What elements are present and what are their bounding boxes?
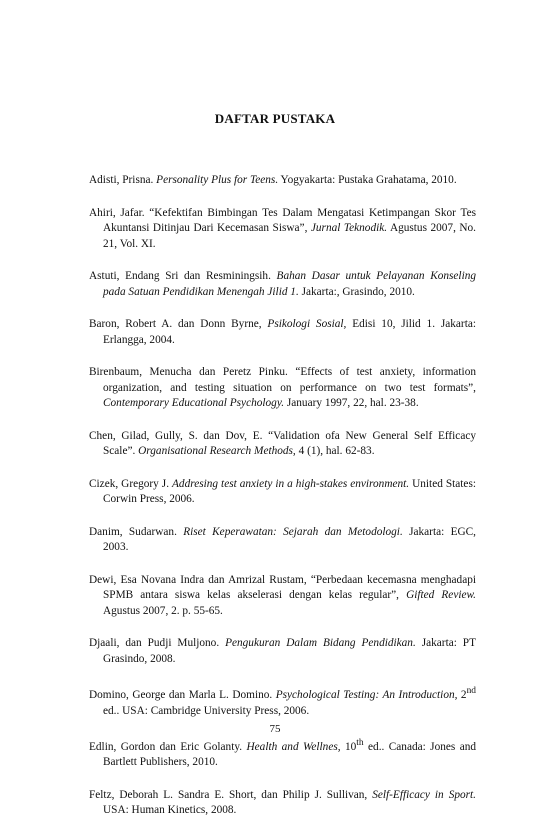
reference-entry: Chen, Gilad, Gully, S. dan Dov, E. “Validation ofa New General Self Efficacy Scale”. Organisational Research Methods, 4 (1), hal. 62-83. <box>89 429 476 458</box>
reference-entry: Ahiri, Jafar. “Kefektifan Bimbingan Tes Dalam Mengatasi Ketimpangan Skor Tes Akuntansi Ditinjau Dari Kecemasan Siswa”, Jurnal Teknodik. Agustus 2007, No. 21, Vol. XI. <box>89 206 477 250</box>
reference-entry: Feltz, Deborah L. Sandra E. Short, dan Philip J. Sullivan, Self-Efficacy in Sport. USA: Human Kinetics, 2008. <box>89 788 476 817</box>
reference-entry: Djaali, dan Pudji Muljono. Pengukuran Dalam Bidang Pendidikan. Jakarta: PT Grasindo, 2008. <box>89 637 476 665</box>
reference-entry: Danim, Sudarwan. Riset Keperawatan: Sejarah dan Metodologi. Jakarta: EGC, 2003. <box>89 525 476 554</box>
reference-entry: Birenbaum, Menucha dan Peretz Pinku. “Effects of test anxiety, information organization, and testing situation on performance on two test formats”, Contemporary Educational Psychology. January 1997, 22, hal. 23-38. <box>89 366 476 410</box>
reference-entry: Dewi, Esa Novana Indra dan Amrizal Rustam, “Perbedaan kecemasna menghadapi SPMB antara siswa kelas akselerasi dengan kelas regular”, Gifted Review. Agustus 2007, 2. p. 55-65. <box>89 573 477 617</box>
reference-entry: Domino, George dan Marla L. Domino. Psychological Testing: An Introduction, 2nd ed.. USA: Cambridge University Press, 2006. <box>89 686 476 717</box>
reference-entry: Baron, Robert A. dan Donn Byrne, Psikologi Sosial, Edisi 10, Jilid 1. Jakarta: Erlangga, 2004. <box>89 318 476 346</box>
reference-entry: Adisti, Prisna. Personality Plus for Teens. Yogyakarta: Pustaka Grahatama, 2010. <box>89 174 457 187</box>
reference-entry: Astuti, Endang Sri dan Resminingsih. Bahan Dasar untuk Pelayanan Konseling pada Satuan Pendidikan Menengah Jilid 1. Jakarta:, Grasindo, 2010. <box>89 270 477 298</box>
reference-entry: Edlin, Gordon dan Eric Golanty. Health and Wellnes, 10th ed.. Canada: Jones and Bartlett Publishers, 2010. <box>89 738 477 769</box>
page-number: 75 <box>269 723 281 735</box>
page-title: DAFTAR PUSTAKA <box>214 111 336 126</box>
reference-entry: Cizek, Gregory J. Addresing test anxiety in a high-stakes environment. United States: Corwin Press, 2006. <box>89 477 476 506</box>
